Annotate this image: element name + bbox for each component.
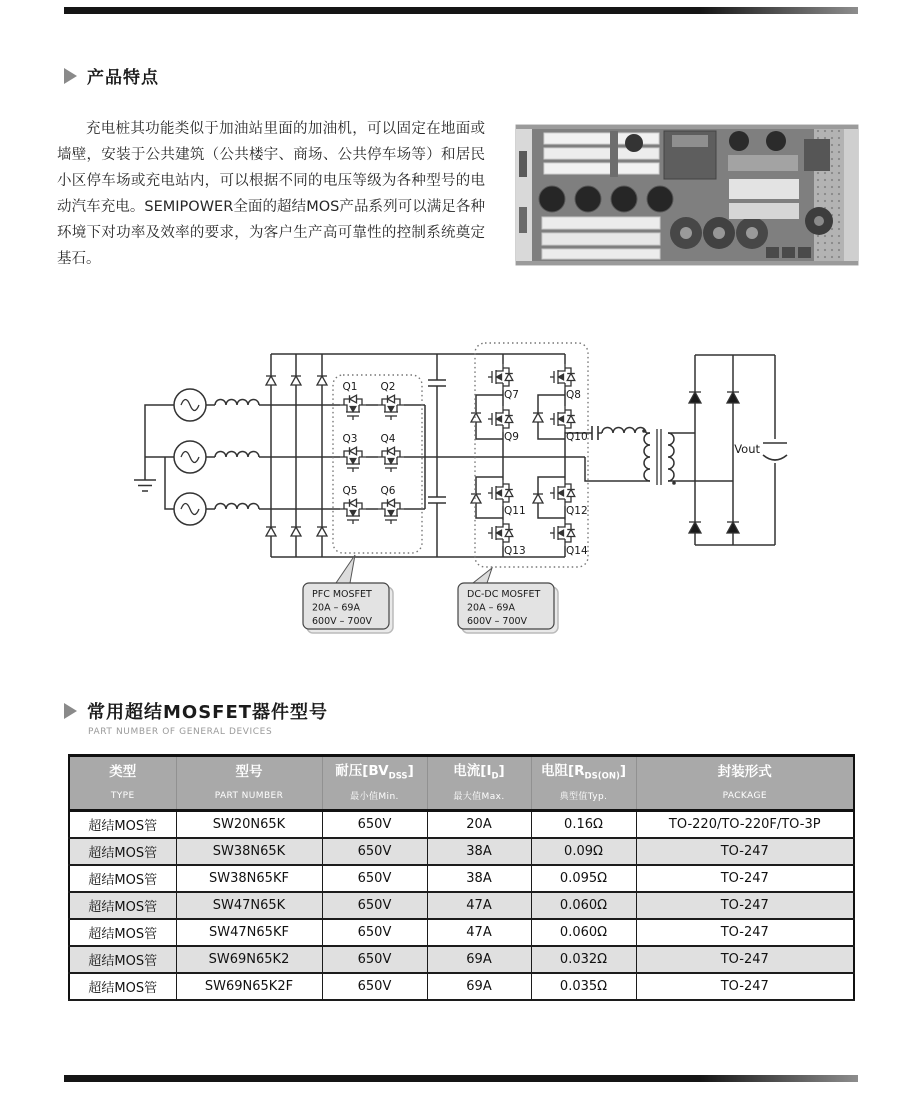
mosfet-label: Q13 [504,545,526,557]
mosfet-label: Q12 [566,505,588,517]
cell: 650V [322,973,427,1000]
mosfet-label: Q9 [504,431,519,443]
mosfet-label: Q5 [342,485,358,497]
cell: TO-247 [636,865,854,892]
cell: 0.032Ω [531,946,636,973]
table-row [69,865,854,892]
cell: TO-247 [636,973,854,1000]
table-row [69,892,854,919]
mosfet-label: Q10 [566,431,588,443]
pfc-callout-title: PFC MOSFET [312,589,372,600]
cell: 超结MOS管 [69,838,176,865]
cell: 38A [427,838,531,865]
cell: TO-247 [636,946,854,973]
col-header-resistance: 电阻$[R_{DS(ON)}]$ 典型值Typ. [531,756,636,811]
dcdc-callout-current: 20A – 69A [467,602,515,614]
mosfet-label: Q3 [342,433,358,445]
col-header-voltage: 耐压$[BV_{DSS}]$ 最小值Min. [322,756,427,811]
cell: SW69N65K2 [176,946,322,973]
cell: 超结MOS管 [69,946,176,973]
page-rule-bottom [64,1075,858,1082]
pfc-callout-voltage: 600V – 700V [312,616,373,627]
table-row [69,811,854,839]
cell: 47A [427,892,531,919]
triangle-bullet-icon [64,703,77,719]
section-title: 常用超结MOSFET器件型号 [87,702,329,723]
cell: 超结MOS管 [69,865,176,892]
mosfet-label: Q2 [380,381,396,393]
mosfet-label: Q6 [380,485,396,497]
mosfet-label: Q4 [380,433,396,445]
cell: 20A [427,811,531,839]
cell: TO-247 [636,838,854,865]
pfc-callout [303,555,393,633]
cell: 650V [322,865,427,892]
cell: SW38N65KF [176,865,322,892]
mosfet-label: Q1 [342,381,358,393]
cell: 0.09Ω [531,838,636,865]
cell: SW47N65KF [176,919,322,946]
cell: 69A [427,946,531,973]
col-header-part-number: 型号 PART NUMBER [176,756,322,811]
mosfet-label: Q14 [566,545,588,557]
circuit-diagram [130,335,820,635]
cell: SW47N65K [176,892,322,919]
section-parts-header [64,698,328,724]
cell: SW69N65K2F [176,973,322,1000]
cell: 超结MOS管 [69,919,176,946]
table-row [69,973,854,1000]
cell: TO-247 [636,919,854,946]
section-features-header [64,63,159,88]
cell: 超结MOS管 [69,811,176,839]
dcdc-callout [458,568,558,633]
col-header-current: 电流$[I_D]$ 最大值Max. [427,756,531,811]
feature-intro-paragraph: 充电桩其功能类似于加油站里面的加油机，可以固定在地面或墙壁，安装于公共建筑（公共楼宇、商场、公共停车场等）和居民小区停车场或充电站内，可以根据不同的电压等级为各种型号的电动汽车充电。SEMIPOWER全面的超结MOS产品系列可以满足各种环境下对功率及效率的要求，为客户生产高可靠性的控制系统奠定基石。 [57,121,485,267]
cell: 38A [427,865,531,892]
vout-label: Vout [734,442,760,456]
cell: 650V [322,892,427,919]
cell: 650V [322,811,427,839]
col-header-type: 类型 TYPE [69,756,176,811]
cell: 69A [427,973,531,1000]
cell: 650V [322,838,427,865]
cell: 650V [322,919,427,946]
cell: 47A [427,919,531,946]
cell: 超结MOS管 [69,892,176,919]
cell: TO-220/TO-220F/TO-3P [636,811,854,839]
cell: 0.060Ω [531,892,636,919]
mosfet-label: Q11 [504,505,526,517]
cell: 0.060Ω [531,919,636,946]
cell: 0.095Ω [531,865,636,892]
cell: SW20N65K [176,811,322,839]
table-row [69,946,854,973]
pfc-callout-current: 20A – 69A [312,602,360,614]
table-row [69,919,854,946]
mosfet-label: Q7 [504,389,519,401]
dcdc-callout-title: DC-DC MOSFET [467,589,541,600]
triangle-bullet-icon [64,68,77,84]
cell: 超结MOS管 [69,973,176,1000]
section-title: 产品特点 [87,68,159,88]
page-rule-top [64,7,858,14]
table-row [69,838,854,865]
table-header-row [69,756,854,811]
mosfet-label: Q8 [566,389,581,401]
dcdc-callout-voltage: 600V – 700V [467,616,528,627]
section-subtitle: PART NUMBER OF GENERAL DEVICES [88,727,273,737]
pcb-photo [514,121,860,269]
parts-table [68,754,853,1001]
cell: TO-247 [636,892,854,919]
cell: 0.035Ω [531,973,636,1000]
cell: 650V [322,946,427,973]
cell: SW38N65K [176,838,322,865]
col-header-package: 封装形式 PACKAGE [636,756,854,811]
cell: 0.16Ω [531,811,636,839]
